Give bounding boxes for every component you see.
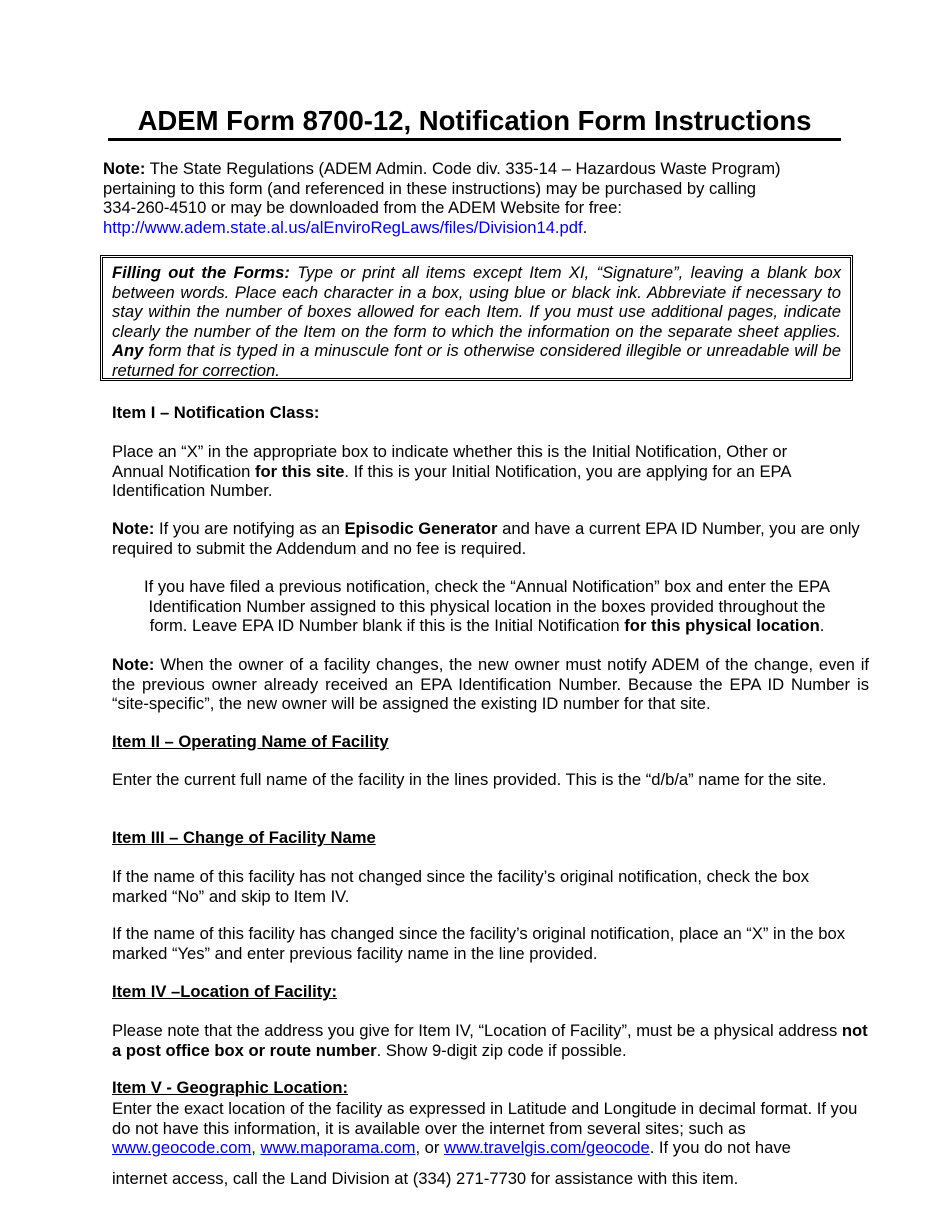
item1-p4-text: When the owner of a facility changes, the new owner must notify ADEM of the change, even if the previous owner already received an EPA Identification Number. Because the EPA ID Number is “site-specific”, the new owner will be assigned the existing ID number for that site. <box>112 655 869 714</box>
maporama-link[interactable]: www.maporama.com <box>260 1138 416 1158</box>
intro-note-text: The State Regulations (ADEM Admin. Code div. 335-14 – Hazardous Waste Program) pertaining to this form (and referenced in these instructions) may be purchased by calling 334-260-4510 or may be downloaded from the ADEM Website for free: <box>103 159 781 218</box>
item1-p3-text-a: If you have filed a previous notification, check the “Annual Notification” box and enter the EPA Identification Number assigned to this physical location in the boxes provided throughout the form. Leave EPA ID Number blank if this is the Initial Notification <box>144 577 830 636</box>
item1-p2-bold: Episodic Generator <box>344 519 498 538</box>
item1-paragraph-1 <box>112 442 832 501</box>
item2-heading: Item II – Operating Name of Facility <box>112 732 389 751</box>
item1-p1-text-c: . If this is your Initial Notification, you are applying for an EPA Identification Number. <box>112 461 791 501</box>
item4-bold: not a post office box or route number <box>112 1021 868 1060</box>
regulations-link[interactable]: http://www.adem.state.al.us/alEnviroRegLaws/files/Division14.pdf <box>103 217 583 237</box>
item5-paragraph <box>112 1099 862 1158</box>
item1-p3-text-c: . <box>819 616 825 636</box>
filling-box-text-1: Type or print all items except Item XI, “Signature”, leaving a blank box between words. Place each character in a box, using blue or black ink. Abbreviate if necessary to stay within the number of boxes allowed for each Item. If you must use additional pages, indicate clearly the number of the Item on the form to which the information on the separate sheet applies. <box>112 263 841 341</box>
geocode-link[interactable]: www.geocode.com <box>112 1138 252 1158</box>
filling-box-text-2: form that is typed in a minuscule font or is otherwise considered illegible or unreadable will be returned for correction. <box>112 341 841 380</box>
intro-note-label: Note: <box>103 159 146 178</box>
item1-heading: Item I – Notification Class: <box>112 403 320 422</box>
item2-paragraph: Enter the current full name of the facility in the lines provided. This is the “d/b/a” name for the site. <box>112 770 827 789</box>
item5-paragraph-end: internet access, call the Land Division at (334) 271-7730 for assistance with this item. <box>112 1169 739 1188</box>
item5-separator-1: , <box>251 1138 261 1158</box>
item1-paragraph-4 <box>112 655 869 714</box>
intro-note-end: . <box>582 217 588 237</box>
item1-paragraph-3 <box>128 577 846 636</box>
filling-box-any: Any <box>112 341 144 361</box>
item5-text-b: . If you do not have <box>649 1138 791 1158</box>
item1-p1-text-a: Place an “X” in the appropriate box to indicate whether this is the Initial Notification, Other or Annual Notification <box>112 442 788 481</box>
item5-text-a: Enter the exact location of the facility as expressed in Latitude and Longitude in decimal format. If you do not have this information, it is available over the internet from several sites; such as <box>112 1099 858 1138</box>
item1-p4-note-label: Note: <box>112 655 155 674</box>
item4-text-c: . Show 9-digit zip code if possible. <box>376 1040 627 1060</box>
filling-box-label: Filling out the Forms: <box>112 263 290 282</box>
item4-paragraph <box>112 1021 872 1060</box>
item4-text-a: Please note that the address you give for Item IV, “Location of Facility”, must be a physical address <box>112 1021 842 1040</box>
item3-paragraph-1: If the name of this facility has not changed since the facility’s original notification, check the box marked “No” and skip to Item IV. <box>112 867 810 906</box>
item4-heading: Item IV –Location of Facility: <box>112 982 337 1001</box>
item3-heading: Item III – Change of Facility Name <box>112 828 376 847</box>
page-title: ADEM Form 8700-12, Notification Form Instructions <box>108 104 841 141</box>
item1-p1-bold: for this site <box>254 461 345 481</box>
travelgis-link[interactable]: www.travelgis.com/geocode <box>444 1138 650 1158</box>
intro-note <box>103 159 793 237</box>
item1-p3-bold: for this physical location <box>624 616 820 636</box>
item1-p2-text-a: If you are notifying as an <box>154 519 345 538</box>
item1-p2-text-c: and have a current EPA ID Number, you are only required to submit the Addendum and no fee is required. <box>112 519 860 558</box>
filling-instructions-box <box>100 255 853 381</box>
item1-p2-note-label: Note: <box>112 519 155 538</box>
item1-paragraph-2 <box>112 519 862 558</box>
item5-separator-2: , or <box>415 1138 445 1158</box>
item5-heading: Item V - Geographic Location: <box>112 1078 349 1097</box>
item3-paragraph-2: If the name of this facility has changed since the facility’s original notification, place an “X” in the box marked “Yes” and enter previous facility name in the line provided. <box>112 924 845 963</box>
